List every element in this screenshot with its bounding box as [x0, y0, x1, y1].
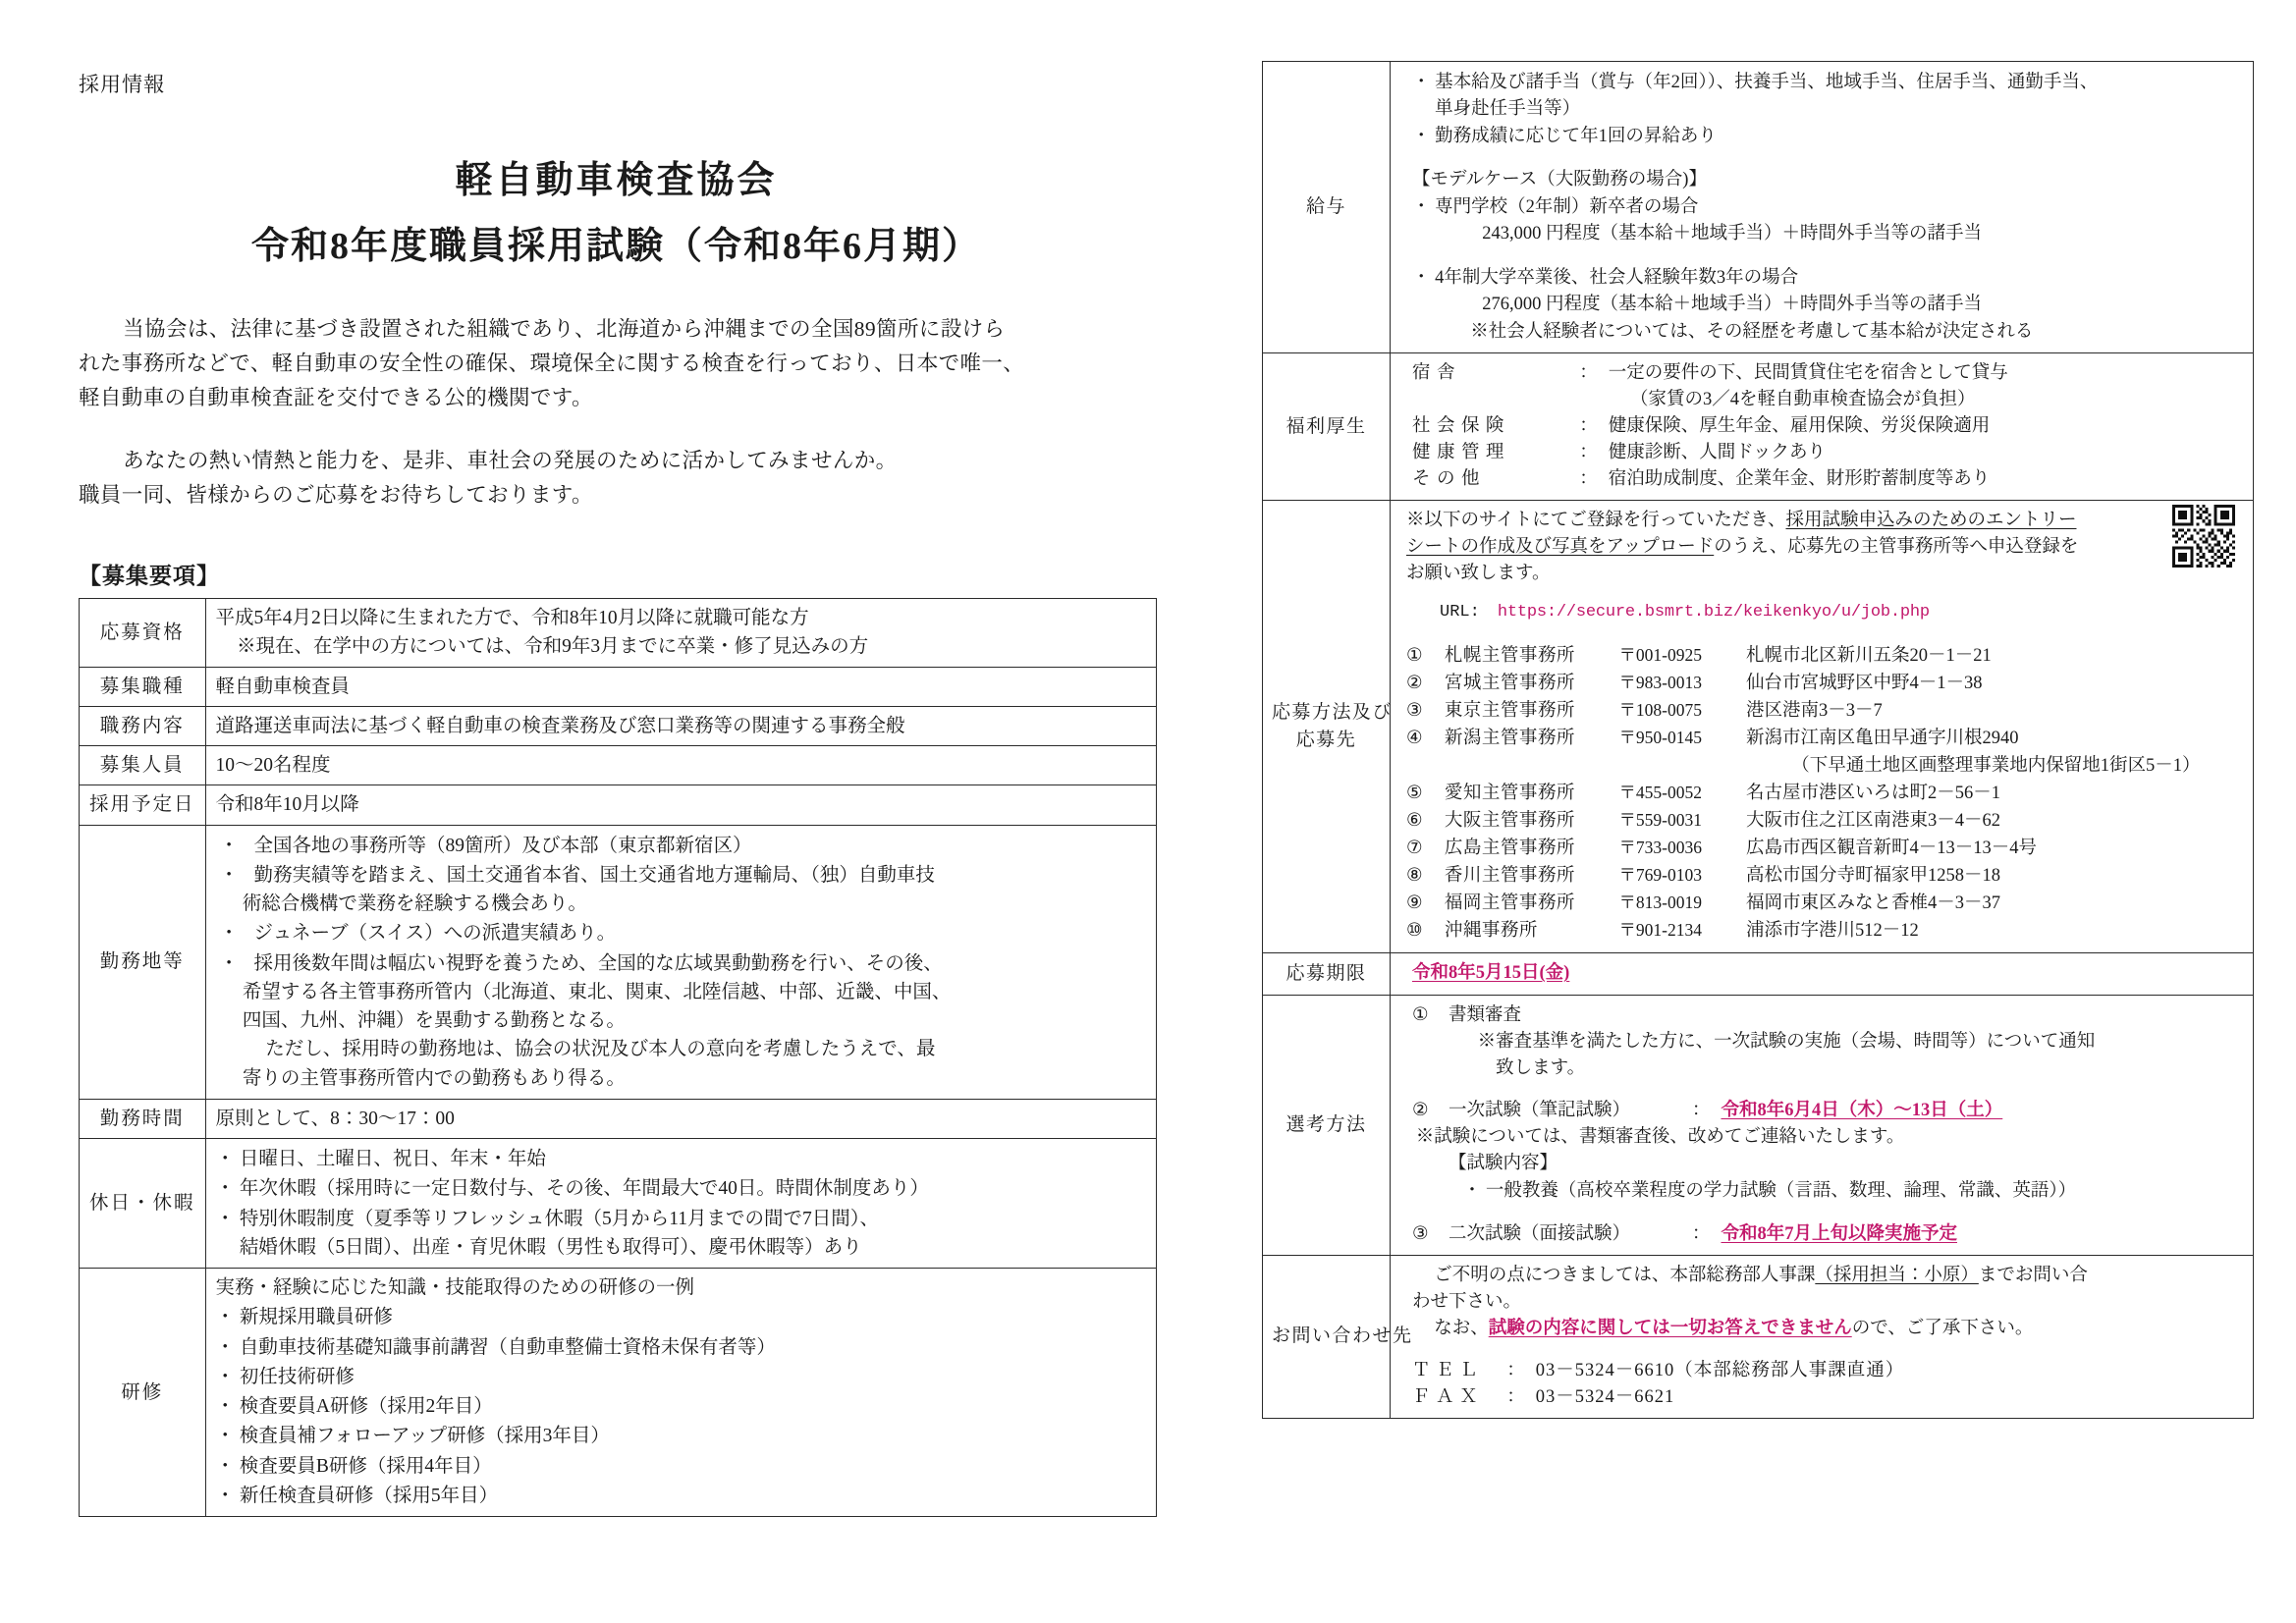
intro-line: れた事務所などで、軽自動車の安全性の確保、環境保全に関する検査を行っており、日本で唯一、: [79, 351, 1025, 375]
selection-step: ① 書類審査 ※審査基準を満たした方に、一次試験の実施（会場、時間等）について通知 致します。: [1412, 1004, 2096, 1078]
row-label: 募集人員: [80, 746, 206, 785]
requirements-table: [79, 598, 1157, 1517]
row-value: [1391, 501, 2254, 953]
details-table: [1262, 61, 2254, 1419]
list-item: ・ 初任技術研修: [216, 1363, 1146, 1391]
application-url[interactable]: https://secure.bsmrt.biz/keikenkyo/u/job.php: [1497, 603, 1930, 622]
requirements-heading: 【募集要項】: [79, 564, 220, 589]
table-row: [80, 785, 1157, 825]
list-item: ⑧ 香川主管事務所 〒769-0103 高松市国分寺町福家甲1258－18: [1406, 864, 2000, 886]
text-line: なお、試験の内容に関しては一切お答えできませんので、ご了承下さい。: [1434, 1318, 2034, 1338]
text-line: シートの作成及び写真をアップロードのうえ、応募先の主管事務所等へ申込登録を: [1406, 537, 2079, 557]
list-item: ② 宮城主管事務所 〒983-0013 仙台市宮城野区中野4－1－38: [1406, 672, 1983, 693]
intro-line: あなたの熱い情熱と能力を、是非、車社会の発展のために活かしてみませんか。: [123, 449, 898, 473]
table-row: [80, 667, 1157, 706]
qr-code: [2172, 505, 2235, 576]
row-value: 原則として、8：30～17：00: [205, 1099, 1156, 1138]
row-value: [205, 599, 1156, 668]
row-label: 勤務地等: [80, 825, 206, 1099]
intro-line: 職員一同、皆様からのご応募をお待ちしております。: [79, 483, 593, 508]
welfare-row: その他 ： 宿泊助成制度、企業年金、財形貯蓄制度等あり: [1412, 469, 1991, 489]
table-row: [80, 1099, 1157, 1138]
table-row: [80, 706, 1157, 745]
row-value: 10～20名程度: [205, 746, 1156, 785]
row-value: [1391, 1255, 2254, 1418]
list-item: ・ 勤務成績に応じて年1回の昇給あり: [1412, 124, 2244, 150]
right-column: [1223, 0, 2296, 1623]
list-item: ・ 検査員補フォローアップ研修（採用3年目）: [216, 1422, 1146, 1450]
first-exam-date: 令和8年6月4日（木）～13日（土）: [1721, 1100, 2003, 1120]
list-item: ・ 年次休暇（採用時に一定日数付与、その後、年間最大で40日。時間休制度あり）: [216, 1174, 1146, 1203]
table-row: [80, 599, 1157, 668]
model-case-heading: 【モデルケース（大阪勤務の場合)】: [1412, 170, 1707, 189]
welfare-row: 健康管理 ： 健康診断、人間ドックあり: [1412, 443, 1827, 462]
row-label: 勤務時間: [80, 1099, 206, 1138]
list-item: ⑥ 大阪主管事務所 〒559-0031 大阪市住之江区南港東3－4－62: [1406, 809, 2000, 831]
list-item: ③ 東京主管事務所 〒108-0075 港区港南3－3－7: [1406, 699, 1883, 721]
row-label: 応募期限: [1263, 952, 1391, 995]
list-item: ・ 採用後数年間は幅広い視野を養うため、全国的な広域異動勤務を行い、その後、 希望する各主管事務所管内（北海道、東北、関東、北陸信越、中部、近畿、中国、 四国、九州、沖縄）を異動する勤務となる。 ただし、採用時の勤務地は、協会の状況及び本人の意向を考慮したうえで、最 寄りの主管事務所管内での勤務もあり得る。: [216, 949, 1146, 1093]
list-item: ⑨ 福岡主管事務所 〒813-0019 福岡市東区みなと香椎4－3－37: [1406, 892, 2000, 913]
row-label: 休日・休暇: [80, 1139, 206, 1269]
list-item: ・ ジュネーブ（スイス）への派遣実績あり。: [216, 919, 1146, 947]
table-row: [80, 1139, 1157, 1269]
list-item: ・ 4年制大学卒業後、社会人経験年数3年の場合 276,000 円程度（基本給＋地域手当）＋時間外手当等の諸手当: [1412, 265, 2244, 318]
row-label: 給与: [1263, 62, 1391, 353]
list-item: ⑩ 沖縄事務所 〒901-2134 浦添市字港川512－12: [1406, 919, 1919, 941]
table-row: [80, 746, 1157, 785]
list-item: ・ 日曜日、土曜日、祝日、年末・年始: [216, 1145, 1146, 1173]
welfare-row: 宿舎 ： 一定の要件の下、民間賃貸住宅を宿舎として貸与 （家賃の3／4を軽自動車検査協会が負担）: [1412, 363, 2008, 409]
selection-note: ※試験については、書類審査後、改めてご連絡いたします。: [1415, 1126, 1905, 1147]
table-row-welfare: [1263, 353, 2254, 501]
row-label: 選考方法: [1263, 995, 1391, 1255]
list-item: ・ 検査要員B研修（採用4年目）: [216, 1452, 1146, 1481]
row-value: [1391, 952, 2254, 995]
list-item: ① 札幌主管事務所 〒001-0925 札幌市北区新川五条20－1－21: [1406, 644, 1992, 666]
row-value: 軽自動車検査員: [205, 667, 1156, 706]
row-label: 募集職種: [80, 667, 206, 706]
row-label: 研修: [80, 1269, 206, 1517]
page-title: 軽自動車検査協会: [455, 160, 778, 201]
list-item: ・ 専門学校（2年制）新卒者の場合 243,000 円程度（基本給＋地域手当）＋時間外手当等の諸手当: [1412, 194, 2244, 247]
text-line: ご不明の点につきましては、本部総務部人事課（採用担当：小原）までお問い合: [1434, 1265, 2088, 1285]
apply-url-row[interactable]: [1406, 601, 2244, 625]
list-item: ・ 検査要員A研修（採用2年目）: [216, 1392, 1146, 1421]
kicker-label: 採用情報: [79, 73, 165, 96]
intro-paragraphs: [79, 312, 1223, 513]
office-sub-address: （下早通土地区画整理事業地内保留地1街区5－1）: [1791, 755, 2201, 776]
intro-line: 当協会は、法律に基づき設置された組織であり、北海道から沖縄までの全国89箇所に設けら: [123, 317, 1006, 341]
selection-step: ③ 二次試験（面接試験） ： 令和8年7月上旬以降実施予定: [1412, 1221, 2244, 1248]
selection-step: ② 一次試験（筆記試験） ： 令和8年6月4日（木）～13日（土）: [1412, 1098, 2244, 1124]
exam-content-heading: 【試験内容】: [1449, 1153, 1558, 1173]
row-value: 令和8年10月以降: [205, 785, 1156, 825]
list-item: ・ 基本給及び諸手当（賞与（年2回））、扶養手当、地域手当、住居手当、通勤手当、 単身赴任手当等）: [1412, 70, 2244, 123]
list-item: ・ 特別休暇制度（夏季等リフレッシュ休暇（5月から11月までの間で7日間）、 結婚休暇（5日間）、出産・育児休暇（男性も取得可）、慶弔休暇等）あり: [216, 1205, 1146, 1263]
list-item: ⑤ 愛知主管事務所 〒455-0052 名古屋市港区いろは町2－56－1: [1406, 782, 2000, 803]
row-value: [1391, 995, 2254, 1255]
row-label: 福利厚生: [1263, 353, 1391, 501]
list-item: ・ 新規採用職員研修: [216, 1303, 1146, 1331]
text-line: ※現在、在学中の方については、令和9年3月までに卒業・修了見込みの方: [236, 636, 869, 658]
table-row: [80, 825, 1157, 1099]
text-line: 平成5年4月2日以降に生まれた方で、令和8年10月以降に就職可能な方: [215, 608, 809, 629]
row-value: 道路運送車両法に基づく軽自動車の検査業務及び窓口業務等の関連する事務全般: [205, 706, 1156, 745]
list-item: ・ 勤務実績等を踏まえ、国土交通省本省、国土交通省地方運輸局、（独）自動車技 術総合機構で業務を経験する機会あり。: [216, 861, 1146, 919]
row-label: お問い合わせ先: [1263, 1255, 1391, 1418]
row-label: 応募資格: [80, 599, 206, 668]
table-row-apply: [1263, 501, 2254, 953]
text-line: 実務・経験に応じた知識・技能取得のための研修の一例: [215, 1277, 695, 1299]
table-row: [80, 1269, 1157, 1517]
list-item: ・ 全国各地の事務所等（89箇所）及び本部（東京都新宿区）: [216, 832, 1146, 860]
contact-tel: ＴＥＬ ： 03－5324－6610（本部総務部人事課直通）: [1412, 1360, 1905, 1380]
row-label: 職務内容: [80, 706, 206, 745]
apply-note: [1406, 508, 2244, 587]
table-row-salary: [1263, 62, 2254, 353]
list-item: ・ 自動車技術基礎知識事前講習（自動車整備士資格未保有者等）: [216, 1333, 1146, 1362]
text-line: わせ下さい。: [1412, 1291, 1522, 1312]
contact-fax: ＦＡＸ ： 03－5324－6621: [1412, 1386, 1675, 1407]
row-value: [1391, 62, 2254, 353]
row-value: [1391, 353, 2254, 501]
welfare-row: 社会保険 ： 健康保険、厚生年金、雇用保険、労災保険適用: [1412, 416, 1991, 436]
page-subtitle: 令和8年度職員採用試験（令和8年6月期）: [250, 226, 981, 267]
text-line: お願い致します。: [1406, 564, 1551, 583]
row-value: [205, 825, 1156, 1099]
row-label: 応募方法及び 応募先: [1263, 501, 1391, 953]
list-item: ・ 新任検査員研修（採用5年目）: [216, 1482, 1146, 1510]
table-row-deadline: [1263, 952, 2254, 995]
deadline-date: 令和8年5月15日(金): [1412, 963, 1570, 984]
table-row-selection: [1263, 995, 2254, 1255]
list-item: ④ 新潟主管事務所 〒950-0145 新潟市江南区亀田早通字川根2940: [1406, 727, 2019, 748]
office-list: [1406, 643, 2244, 945]
list-item: ・ 一般教養（高校卒業程度の学力試験（言語、数理、論理、常識、英語））: [1463, 1178, 2244, 1205]
row-value: [205, 1139, 1156, 1269]
row-label: 採用予定日: [80, 785, 206, 825]
second-exam-date: 令和8年7月上旬以降実施予定: [1721, 1223, 1957, 1244]
table-row-contact: [1263, 1255, 2254, 1418]
row-value: [205, 1269, 1156, 1517]
salary-note: ※社会人経験者については、その経歴を考慮して基本給が決定される: [1470, 322, 2034, 342]
text-line: ※以下のサイトにてご登録を行っていただき、採用試験申込みのためのエントリー: [1406, 511, 2077, 530]
url-label: URL:: [1440, 603, 1480, 622]
title-block: [79, 149, 1223, 269]
list-item: ⑦ 広島主管事務所 〒733-0036 広島市西区観音新町4－13－13－4号: [1406, 837, 2037, 858]
intro-line: 軽自動車の自動車検査証を交付できる公的機関です。: [79, 385, 593, 409]
